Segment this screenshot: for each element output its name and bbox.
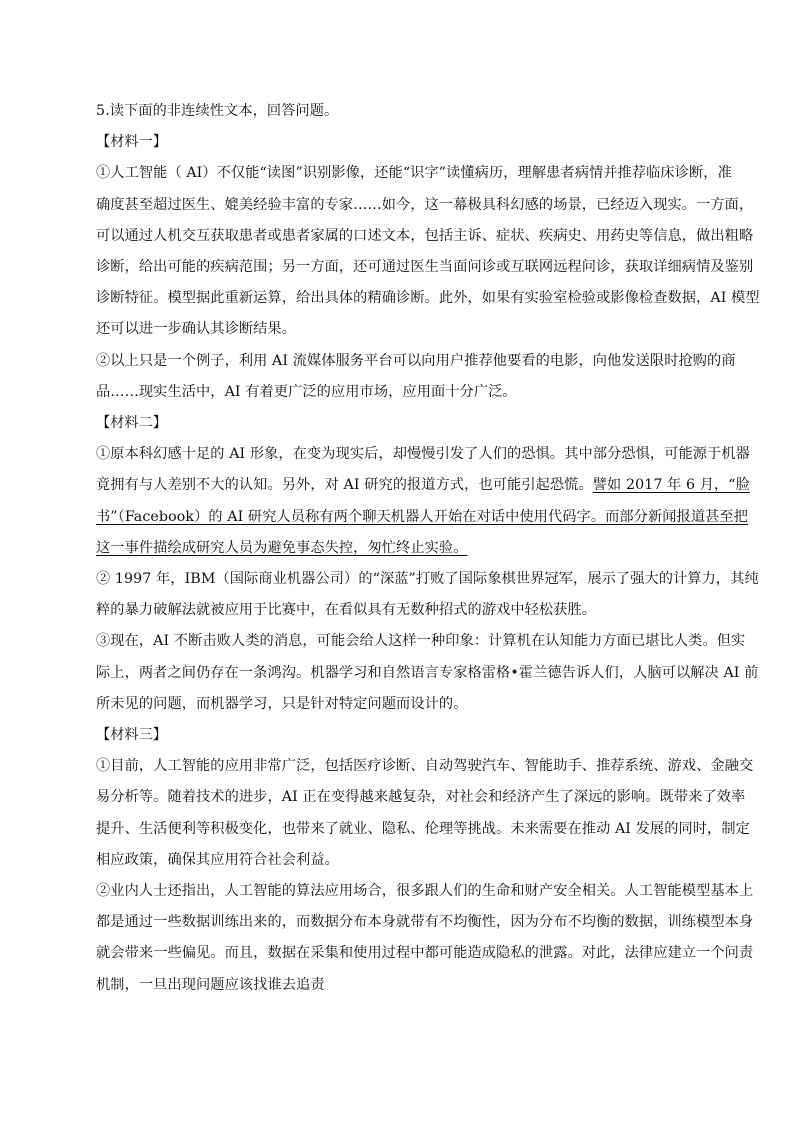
material-three-line: ②业内人士还指出，人工智能的算法应用场合，很多跟人们的生命和财产安全相关。人工智能模型基本上 — [96, 883, 754, 900]
material-one-line: 诊断，给出可能的疾病范围；另一方面，还可通过医生当面问诊或互联网远程问诊，获取详细病情及鉴别 — [96, 259, 754, 276]
material-one-line: 诊断特征。模型据此重新运算，给出具体的精确诊断。此外，如果有实验室检验或影像检查数据，AI 模型 — [96, 290, 760, 307]
material-three-line: ①目前，人工智能的应用非常广泛，包括医疗诊断、自动驾驶汽车、智能助手、推荐系统、游戏、金融交 — [96, 758, 754, 775]
material-two-line: 粹的暴力破解法就被应用于比赛中，在看似具有无数种招式的游戏中轻松获胜。 — [96, 602, 597, 619]
material-two-line: 际上，两者之间仍存在一条鸿沟。机器学习和自然语言专家格雷格•霍兰德告诉人们，人脑可以解决 AI 前 — [96, 664, 759, 681]
document-body — [96, 96, 760, 1001]
material-one-line: 品……现实生活中，AI 有着更广泛的应用市场，应用面十分广泛。 — [96, 383, 517, 400]
material-two-line: 所未见的问题，而机器学习，只是针对特定问题而设计的。 — [96, 695, 468, 712]
material-two-line: ② 1997 年，IBM（国际商业机器公司）的“深蓝”打败了国际象棋世界冠军，展示了强大的计算力，其纯 — [96, 571, 759, 588]
underlined-line: 这一事件描绘成研究人员为避免事态失控，匆忙终止实验。 — [96, 539, 468, 556]
material-three-line: 就会带来一些偏见。而且，数据在采集和使用过程中都可能造成隐私的泄露。对此，法律应建立一个问责 — [96, 945, 754, 962]
question-title: 5.读下面的非连续性文本，回答问题。 — [96, 103, 339, 119]
material-three-line: 提升、生活便利等积极变化，也带来了就业、隐私、伦理等挑战。未来需要在推动 AI 发展的同时，制定 — [96, 820, 750, 837]
material-one-line: 可以通过人机交互获取患者或患者家属的口述文本，包括主诉、症状、疾病史、用药史等信息，做出粗略 — [96, 227, 754, 244]
material-two-line — [96, 470, 750, 501]
material-three-header: 【材料三】 — [96, 727, 167, 744]
material-two-line: ③现在，AI 不断击败人类的消息，可能会给人这样一种印象：计算机在认知能力方面已堪比人类。但实 — [96, 633, 746, 650]
underlined-text: 譬如 2017 年 6 月，“脸 — [592, 477, 750, 494]
material-one-line: ①人工智能（ AI）不仅能“读图”识别影像，还能“识字”读懂病历，理解患者病情并推荐临床诊断，准 — [96, 165, 732, 182]
material-two-text: 竟拥有与人差别不大的认知。另外，对 AI 研究的报道方式，也可能引起恐慌。 — [96, 477, 593, 494]
material-three-line: 机制，一旦出现问题应该找谁去追责 — [96, 976, 325, 993]
material-three-line: 相应政策，确保其应用符合社会利益。 — [96, 851, 339, 868]
material-one-header: 【材料一】 — [96, 134, 167, 151]
material-three-line: 都是通过一些数据训练出来的，而数据分布本身就带有不均衡性，因为分布不均衡的数据，训练模型本身 — [96, 914, 754, 931]
material-three-line: 易分析等。随着技术的进步，AI 正在变得越来越复杂，对社会和经济产生了深远的影响。既带来了效率 — [96, 789, 746, 806]
material-two-line: ①原本科幻感十足的 AI 形象，在变为现实后，却慢慢引发了人们的恐惧。其中部分恐惧，可能源于机器 — [96, 446, 750, 463]
material-one-line: 确度甚至超过医生、媲美经验丰富的专家……如今，这一幕极具科幻感的场景，已经迈入现实。一方面， — [96, 196, 754, 213]
underlined-line: 书”（Facebook）的 AI 研究人员称有两个聊天机器人开始在对话中使用代码字。而部分新闻报道甚至把 — [96, 508, 748, 525]
material-one-line: 还可以进一步确认其诊断结果。 — [96, 321, 297, 338]
material-two-header: 【材料二】 — [96, 415, 167, 432]
material-one-line: ②以上只是一个例子，利用 AI 流媒体服务平台可以向用户推荐他要看的电影，向他发送限时抢购的商 — [96, 352, 736, 369]
